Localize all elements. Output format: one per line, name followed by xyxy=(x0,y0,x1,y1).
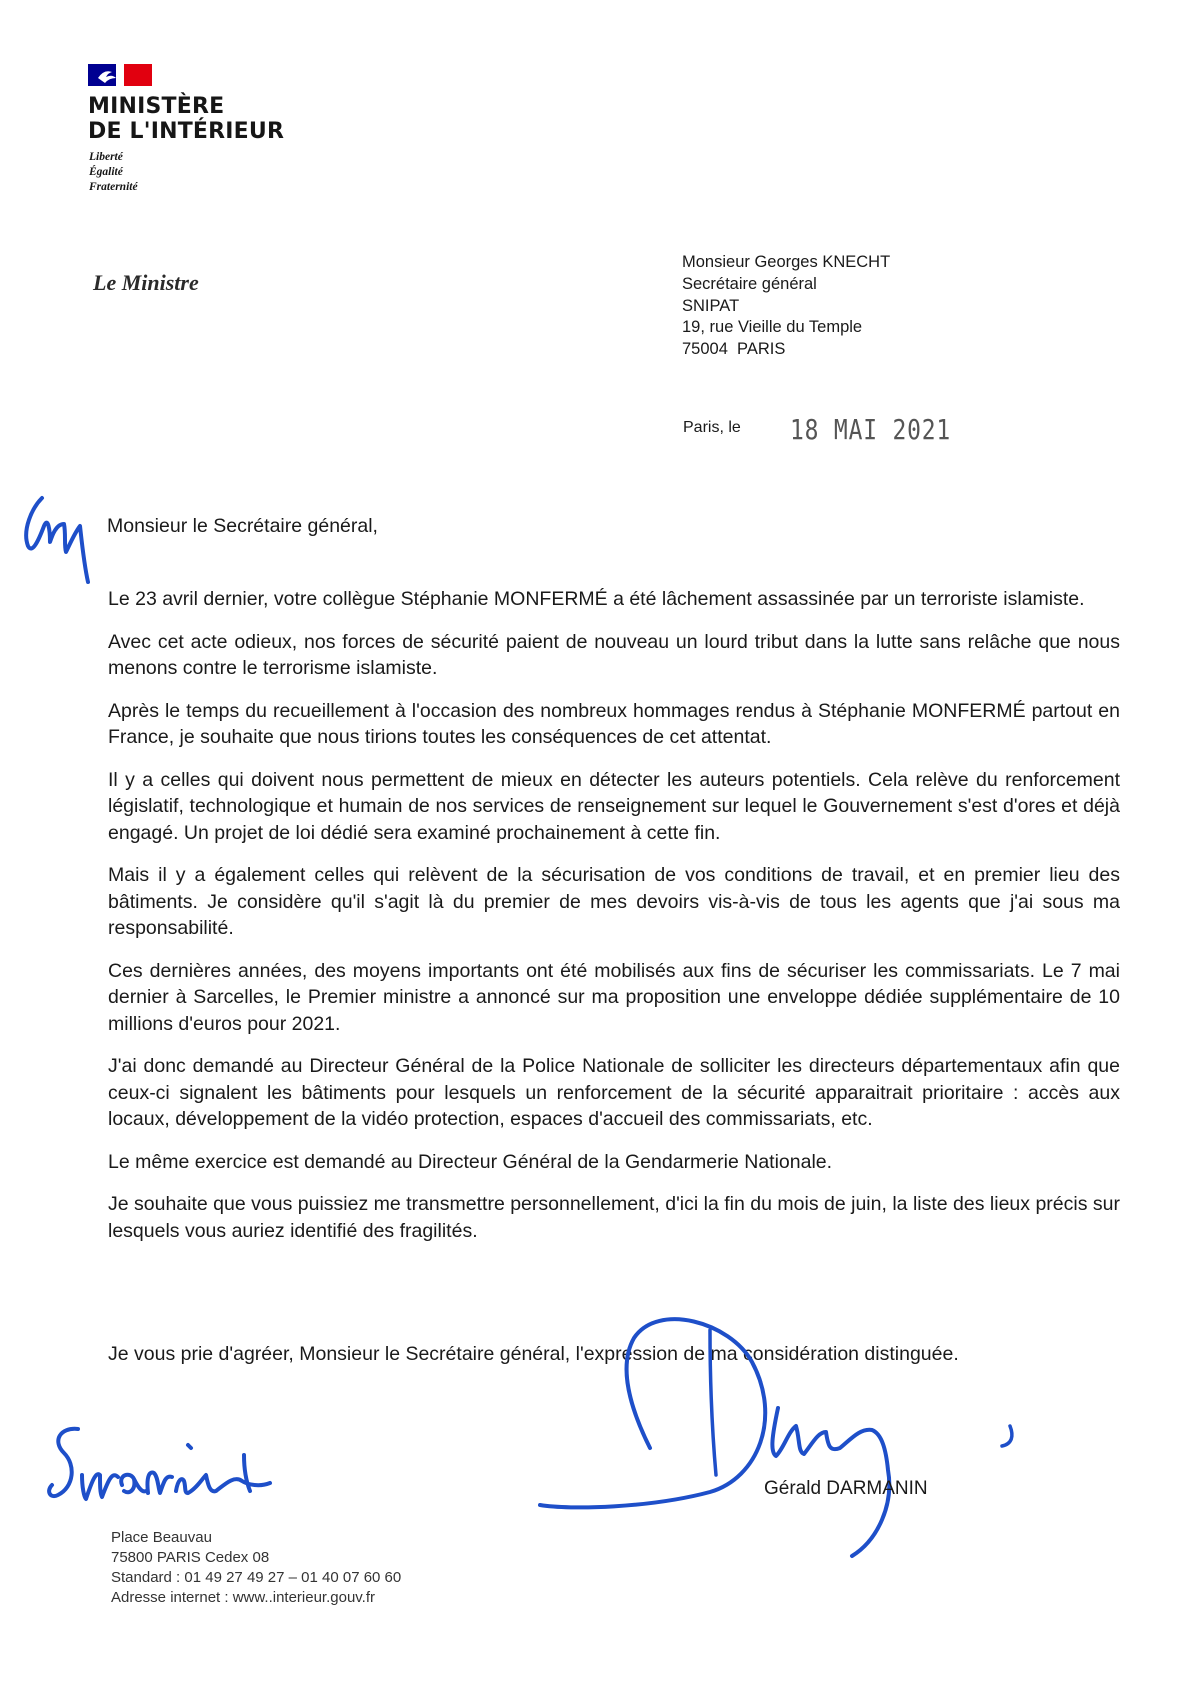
handwritten-amitie xyxy=(38,1415,278,1525)
date-label: Paris, le xyxy=(683,419,741,436)
paragraph: Il y a celles qui doivent nous permettent de mieux en détecter les auteurs potentiels. Cela relève du renforcement législatif, technologique et humain de nos services de renseignement sur lequel le Gouvernement s'est d'ores et déjà engagé. Un projet de loi dédié sera examiné prochainement à cette fin. xyxy=(108,768,1120,844)
closing-formula: Je vous prie d'agréer, Monsieur le Secrétaire général, l'expression de ma considération distinguée. xyxy=(108,1343,959,1365)
addressee-org: SNIPAT xyxy=(682,296,740,315)
paragraph: J'ai donc demandé au Directeur Général de la Police Nationale de solliciter les directeurs départementaux afin que ceux-ci signalent les bâtiments pour lesquels un renforcement de la sécurité apparaitrait prioritaire : accès aux locaux, développement de la vidéo protection, espaces d'accueil des commissariats, etc. xyxy=(108,1055,1120,1130)
sender-title: Le Ministre xyxy=(93,270,199,295)
ministry-name xyxy=(88,94,284,144)
signer-name: Gérald DARMANIN xyxy=(764,1478,928,1499)
addressee-title: Secrétaire général xyxy=(682,274,817,293)
paragraph: Après le temps du recueillement à l'occasion des nombreux hommages rendus à Stéphanie MONFERMÉ partout en France, je souhaite que nous tirions toutes les conséquences de cet attentat. xyxy=(108,699,1120,748)
motto-egalite: Égalité xyxy=(89,166,123,178)
ministry-name-line1: MINISTÈRE xyxy=(88,94,225,119)
date-stamp: 18 MAI 2021 xyxy=(790,413,952,446)
motto-liberte: Liberté xyxy=(89,151,123,163)
paragraph: Ces dernières années, des moyens importants ont été mobilisés aux fins de sécuriser les commissariats. Le 7 mai dernier à Sarcelles, le Premier ministre a annoncé sur ma proposition une enveloppe dédiée supplémentaire de 10 millions d'euros pour 2021. xyxy=(108,959,1120,1035)
marianne-logo-icon xyxy=(88,64,152,86)
letter-body xyxy=(108,586,1120,1260)
footer-street: Place Beauvau xyxy=(111,1529,212,1546)
footer-city: 75800 PARIS Cedex 08 xyxy=(111,1549,270,1566)
paragraph: Le 23 avril dernier, votre collègue Stéphanie MONFERMÉ a été lâchement assassinée par un terroriste islamiste. xyxy=(108,588,1085,610)
paragraph: Avec cet acte odieux, nos forces de sécurité paient de nouveau un lourd tribut dans la lutte sans relâche que nous menons contre le terrorisme islamiste. xyxy=(108,630,1120,679)
salutation: Monsieur le Secrétaire général, xyxy=(107,515,378,537)
paragraph: Le même exercice est demandé au Directeur Général de la Gendarmerie Nationale. xyxy=(108,1150,833,1173)
footer-address xyxy=(111,1528,401,1608)
addressee-name: Monsieur Georges KNECHT xyxy=(682,253,891,271)
paragraph: Mais il y a également celles qui relèvent de la sécurisation de vos conditions de travail, et en premier lieu des bâtiments. Je considère qu'il s'agit là du premier de mes devoirs vis-à-vis de tous les agents que j'ai sous ma responsabilité. xyxy=(108,864,1120,939)
paragraph: Je souhaite que vous puissiez me transmettre personnellement, d'ici la fin du mois de juin, la liste des lieux précis sur lesquels vous auriez identifié des fragilités. xyxy=(108,1193,1120,1242)
addressee-block xyxy=(682,252,890,361)
addressee-street: 19, rue Vieille du Temple xyxy=(682,318,863,337)
minister-signature xyxy=(530,1300,1050,1570)
footer-website: Adresse internet : www..interieur.gouv.fr xyxy=(111,1589,376,1606)
republic-motto xyxy=(89,150,138,195)
motto-fraternite: Fraternité xyxy=(89,181,138,193)
addressee-city: 75004 PARIS xyxy=(682,340,786,359)
footer-phone: Standard : 01 49 27 49 27 – 01 40 07 60 60 xyxy=(111,1569,402,1586)
ministry-name-line2: DE L'INTÉRIEUR xyxy=(88,119,285,144)
handwritten-initial-mark xyxy=(14,490,94,590)
